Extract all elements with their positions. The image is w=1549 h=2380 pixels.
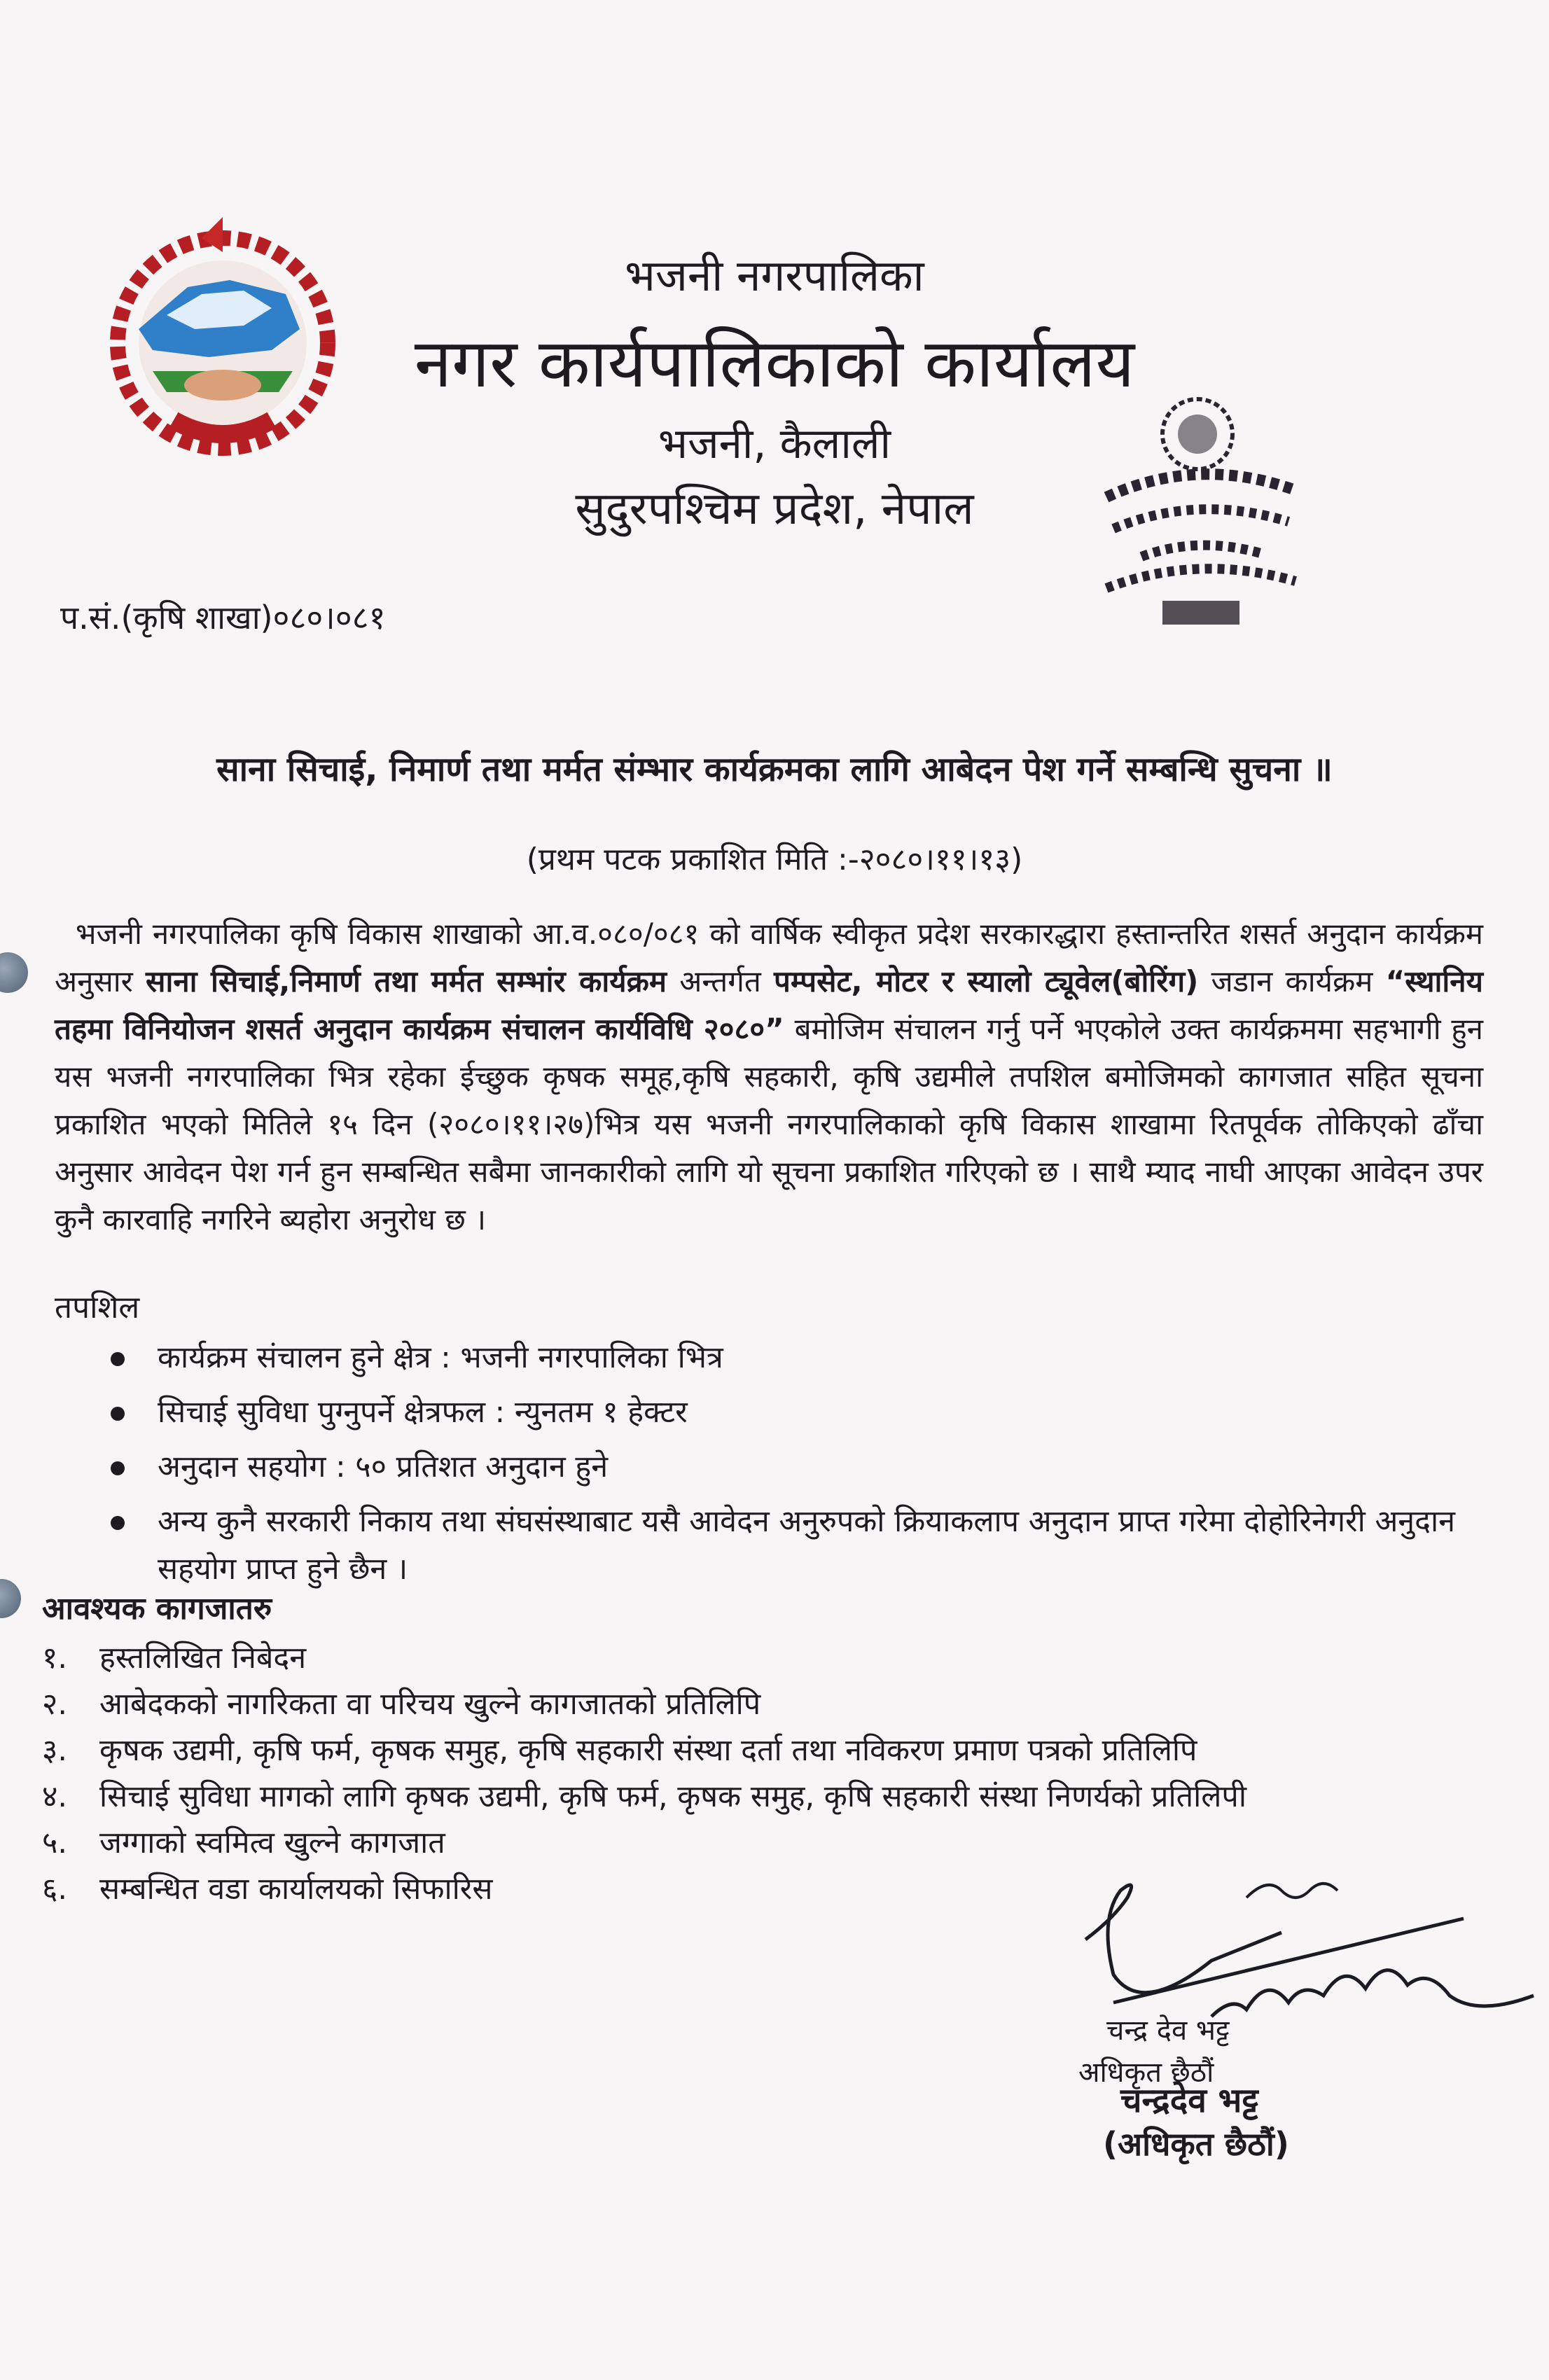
body-text: अन्तर्गत	[667, 964, 774, 998]
office-province: सुदुरपश्चिम प्रदेश, नेपाल	[575, 483, 974, 535]
bullet-icon	[111, 1516, 125, 1530]
reference-number: प.सं.(कृषि शाखा)०८०।०८१	[60, 599, 386, 636]
list-item: ३. कृषक उद्यमी, कृषि फर्म, कृषक समुह, कृषि सहकारी संस्था दर्ता तथा नविकरण प्रमाण पत्रको प्रतिलिपि	[42, 1733, 1197, 1768]
bullet-icon	[111, 1352, 125, 1366]
list-item: ४. सिचाई सुविधा मागको लागि कृषक उद्यमी, कृषि फर्म, कृषक समुह, कृषि सहकारी संस्था निणर्यको प्रतिलिपी	[42, 1779, 1246, 1814]
punch-hole	[0, 952, 28, 993]
details-heading: तपशिल	[55, 1290, 140, 1325]
equipment-list: पम्पसेट, मोटर र स्यालो ट्यूवेल(बोरिंग)	[773, 964, 1199, 998]
punch-hole	[0, 1579, 21, 1618]
notice-body	[55, 910, 1483, 1244]
office-stamp	[1064, 378, 1331, 644]
procedure-name: “स्थानिय तहमा विनियोजन शसर्त अनुदान कार्यक्रम संचालन कार्यविधि २०८०”	[55, 964, 1483, 1046]
body-text: भजनी नगरपालिका कृषि विकास शाखाको आ.व.०८०/०८१ को वार्षिक स्वीकृत प्रदेश सरकारद्धारा हस्तान्तरित शसर्त अनुदान कार्यक्रम अनुसार	[55, 917, 1483, 998]
office-location: भजनी, कैलाली	[658, 419, 891, 468]
signatory-post: अधिकृत छैठौं	[1078, 2057, 1214, 2089]
bullet-icon	[111, 1461, 125, 1475]
list-item: ६. सम्बन्धित वडा कार्यालयको सिफारिस	[42, 1872, 493, 1907]
list-item: कार्यक्रम संचालन हुने क्षेत्र : भजनी नगरपालिका भित्र	[105, 1334, 1488, 1382]
body-text: बमोजिम संचालन गर्नु पर्ने भएकोले उक्त कार्यक्रममा सहभागी हुन यस भजनी नगरपालिका भित्र रहेका ईच्छुक कृषक समूह,कृषि सहकारी, कृषि उद्यमीले तपशिल बमोजिमको कागजात सहित सूचना प्रकाशित भएको मितिले १५ दिन (२०८०।११।२७)भित्र यस भजनी नगरपालिकाको कृषि विकास शाखामा रितपूर्वक तोकिएको ढाँचा अनुसार आवेदन पेश गर्न हुन सम्बन्धित सबैमा जानकारीको लागि यो सूचना प्रकाशित गरिएको छ । साथै म्याद नाघी आएका आवेदन उपर कुनै कारवाहि नगरिने ब्यहोरा अनुरोध छ ।	[55, 1012, 1483, 1237]
publication-date: (प्रथम पटक प्रकाशित मिति :-२०८०।११।१३)	[526, 842, 1023, 877]
office-title: नगर कार्यपालिकाको कार्यालय	[414, 324, 1135, 403]
documents-heading: आवश्यक कागजातरु	[42, 1591, 272, 1627]
list-item: ५. जग्गाको स्वमित्व खुल्ने कागजात	[42, 1825, 445, 1860]
post-stamp: (अधिकृत छैठौं)	[1103, 2125, 1289, 2163]
bullet-icon	[111, 1407, 125, 1421]
list-item: २. आबेदकको नागरिकता वा परिचय खुल्ने कागजातको प्रतिलिपि	[42, 1687, 761, 1722]
list-item: १. हस्तलिखित निबेदन	[42, 1641, 307, 1676]
name-stamp: चन्द्रदेव भट्ट	[1120, 2081, 1258, 2120]
list-item: सिचाई सुविधा पुग्नुपर्ने क्षेत्रफल : न्युनतम १ हेक्टर	[105, 1389, 1488, 1436]
list-item: अन्य कुनै सरकारी निकाय तथा संघसंस्थाबाट यसै आवेदन अनुरुपको क्रियाकलाप अनुदान प्राप्त गरेमा दोहोरिनेगरी अनुदान सहयोग प्राप्त हुने छैन ।	[105, 1498, 1488, 1593]
list-item: अनुदान सहयोग : ५० प्रतिशत अनुदान हुने	[105, 1443, 1488, 1491]
details-list	[105, 1334, 1488, 1600]
notice-subject: साना सिचाई, निमार्ण तथा मर्मत संम्भार कार्यक्रमका लागि आबेदन पेश गर्ने सम्बन्धि सुचना ॥	[216, 750, 1333, 789]
program-name: साना सिचाई,निमार्ण तथा मर्मत सम्भांर कार्यक्रम	[146, 964, 667, 998]
municipality-name: भजनी नगरपालिका	[625, 250, 924, 301]
signatory-name: चन्द्र देव भट्ट	[1106, 2014, 1230, 2047]
body-text: जडान कार्यक्रम	[1198, 964, 1386, 998]
documents-list	[42, 1635, 1246, 1912]
